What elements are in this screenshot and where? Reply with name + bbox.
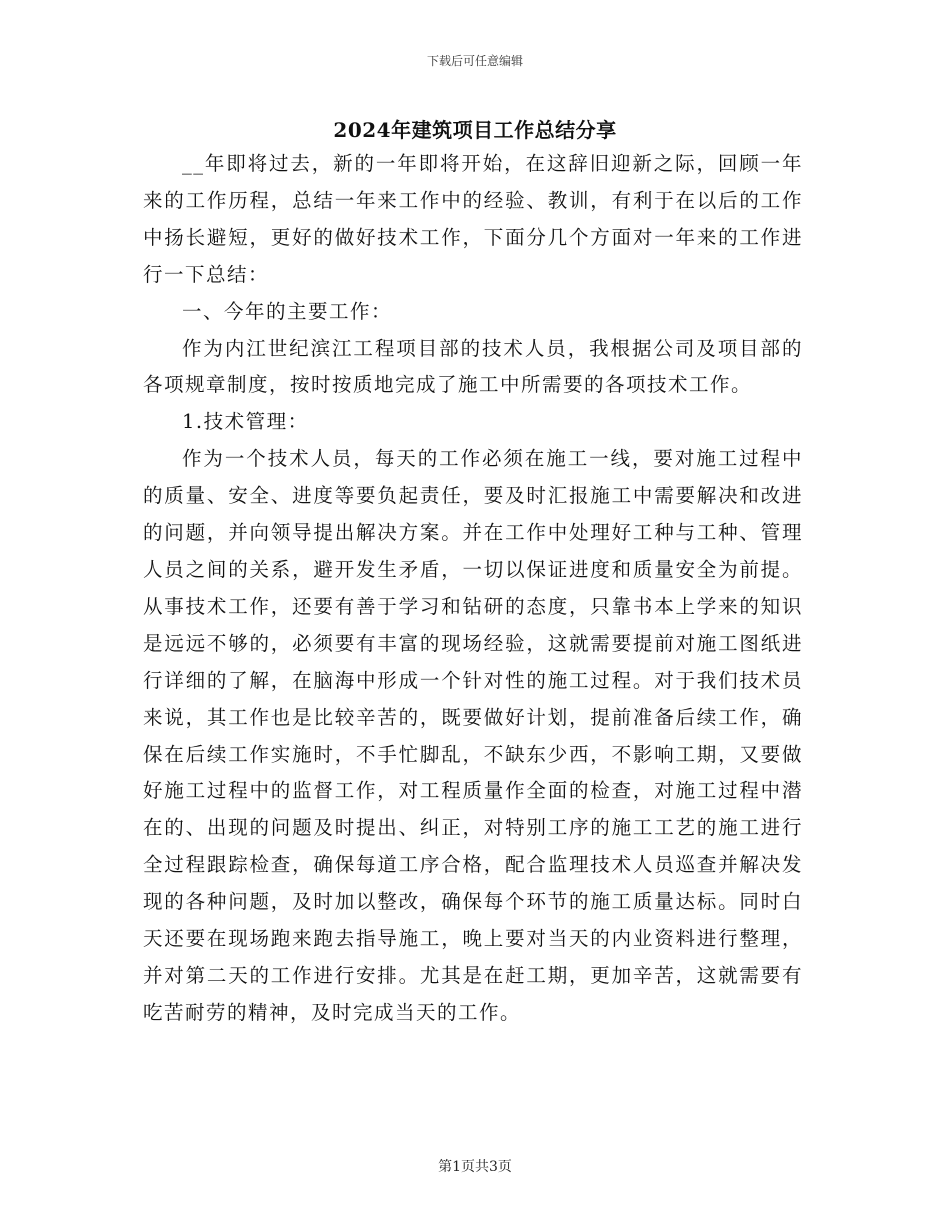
paragraph-intro: __年即将过去，新的一年即将开始，在这辞旧迎新之际，回顾一年来的工作历程，总结一年来工作中的经验、教训，有利于在以后的工作中扬长避短，更好的做好技术工作，下面分几个方面对一年来的工作进行一下总结：	[143, 152, 803, 286]
section-heading-main-work: 一、今年的主要工作：	[182, 299, 393, 323]
paragraph-tech-management: 作为一个技术人员，每天的工作必须在施工一线，要对施工过程中的质量、安全、进度等要负起责任，要及时汇报施工中需要解决和改进的问题，并向领导提出解决方案。并在工作中处理好工种与工种、管理人员之间的关系，避开发生矛盾，一切以保证进度和质量安全为前提。从事技术工作，还要有善于学习和钻研的态度，只靠书本上学来的知识是远远不够的，必须要有丰富的现场经验，这就需要提前对施工图纸进行详细的了解，在脑海中形成一个针对性的施工过程。对于我们技术员来说，其工作也是比较辛苦的，既要做好计划，提前准备后续工作，确保在后续工作实施时，不手忙脚乱，不缺东少西，不影响工期，又要做好施工过程中的监督工作，对工程质量作全面的检查，对施工过程中潜在的、出现的问题及时提出、纠正，对特别工序的施工工艺的施工进行全过程跟踪检查，确保每道工序合格，配合监理技术人员巡查并解决发现的各种问题，及时加以整改，确保每个环节的施工质量达标。同时白天还要在现场跑来跑去指导施工，晚上要对当天的内业资料进行整理，并对第二天的工作进行安排。尤其是在赶工期，更加辛苦，这就需要有吃苦耐劳的精神，及时完成当天的工作。	[143, 447, 803, 1024]
page-header-note: 下载后可任意编辑	[426, 54, 523, 68]
document-title: 2024年建筑项目工作总结分享	[333, 118, 617, 142]
page-number: 第1页共3页	[438, 1159, 512, 1175]
document-body	[143, 146, 803, 1032]
paragraph-role: 作为内江世纪滨江工程项目部的技术人员，我根据公司及项目部的各项规章制度，按时按质地完成了施工中所需要的各项技术工作。	[143, 336, 803, 397]
subsection-heading-tech-management: 1.技术管理：	[182, 410, 309, 434]
